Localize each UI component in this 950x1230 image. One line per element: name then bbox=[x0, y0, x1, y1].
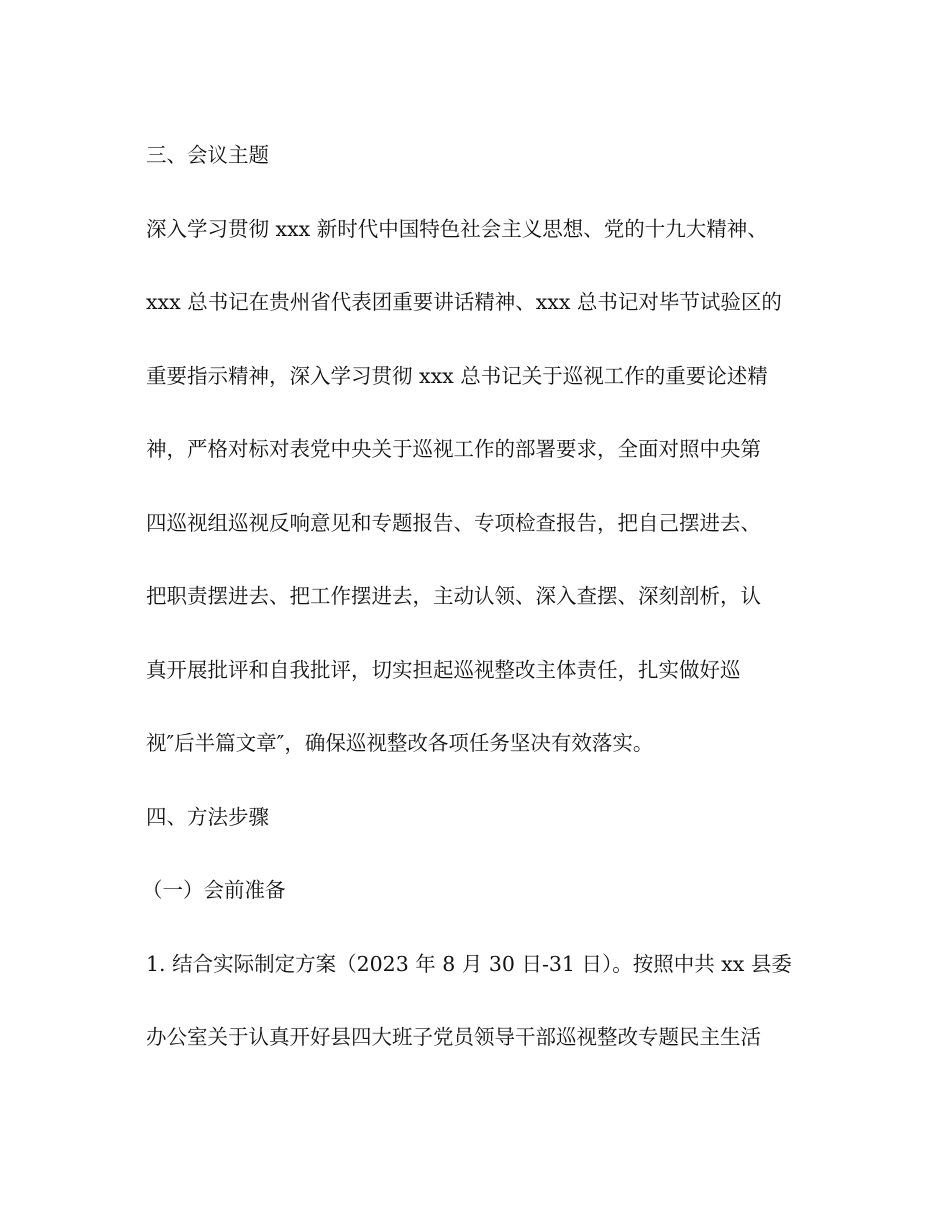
subsection-heading-preparation: （一）会前准备 bbox=[142, 878, 286, 902]
paragraph-line: 重要指示精神，深入学习贯彻 xxx 总书记关于巡视工作的重要论述精 bbox=[146, 363, 768, 388]
document-body bbox=[142, 133, 806, 1089]
paragraph-line: 四巡视组巡视反响意见和专题报告、专项检查报告，把自己摆进去、 bbox=[146, 510, 761, 535]
paragraph-line: 深入学习贯彻 xxx 新时代中国特色社会主义思想、党的十九大精神、 bbox=[146, 216, 768, 241]
section-heading-method-steps: 四、方法步骤 bbox=[146, 804, 269, 829]
paragraph-line: 神，严格对标对表党中央关于巡视工作的部署要求，全面对照中央第 bbox=[146, 437, 761, 461]
paragraph-line: 办公室关于认真开好县四大班子党员领导干部巡视整改专题民主生活 bbox=[146, 1025, 761, 1049]
paragraph-line: 真开展批评和自我批评，切实担起巡视整改主体责任，扎实做好巡 bbox=[146, 657, 741, 682]
paragraph-line: 把职责摆进去、把工作摆进去，主动认领、深入查摆、深刻剖析，认 bbox=[146, 584, 761, 608]
paragraph-line: xxx 总书记在贵州省代表团重要讲话精神、xxx 总书记对毕节试验区的 bbox=[146, 290, 782, 314]
section-heading-meeting-theme: 三、会议主题 bbox=[146, 143, 269, 167]
paragraph-line: 视″后半篇文章″，确保巡视整改各项任务坚决有效落实。 bbox=[146, 731, 654, 755]
paragraph-line: 1. 结合实际制定方案（2023 年 8 月 30 日-31 日）。按照中共 xx 县委 bbox=[146, 951, 792, 976]
